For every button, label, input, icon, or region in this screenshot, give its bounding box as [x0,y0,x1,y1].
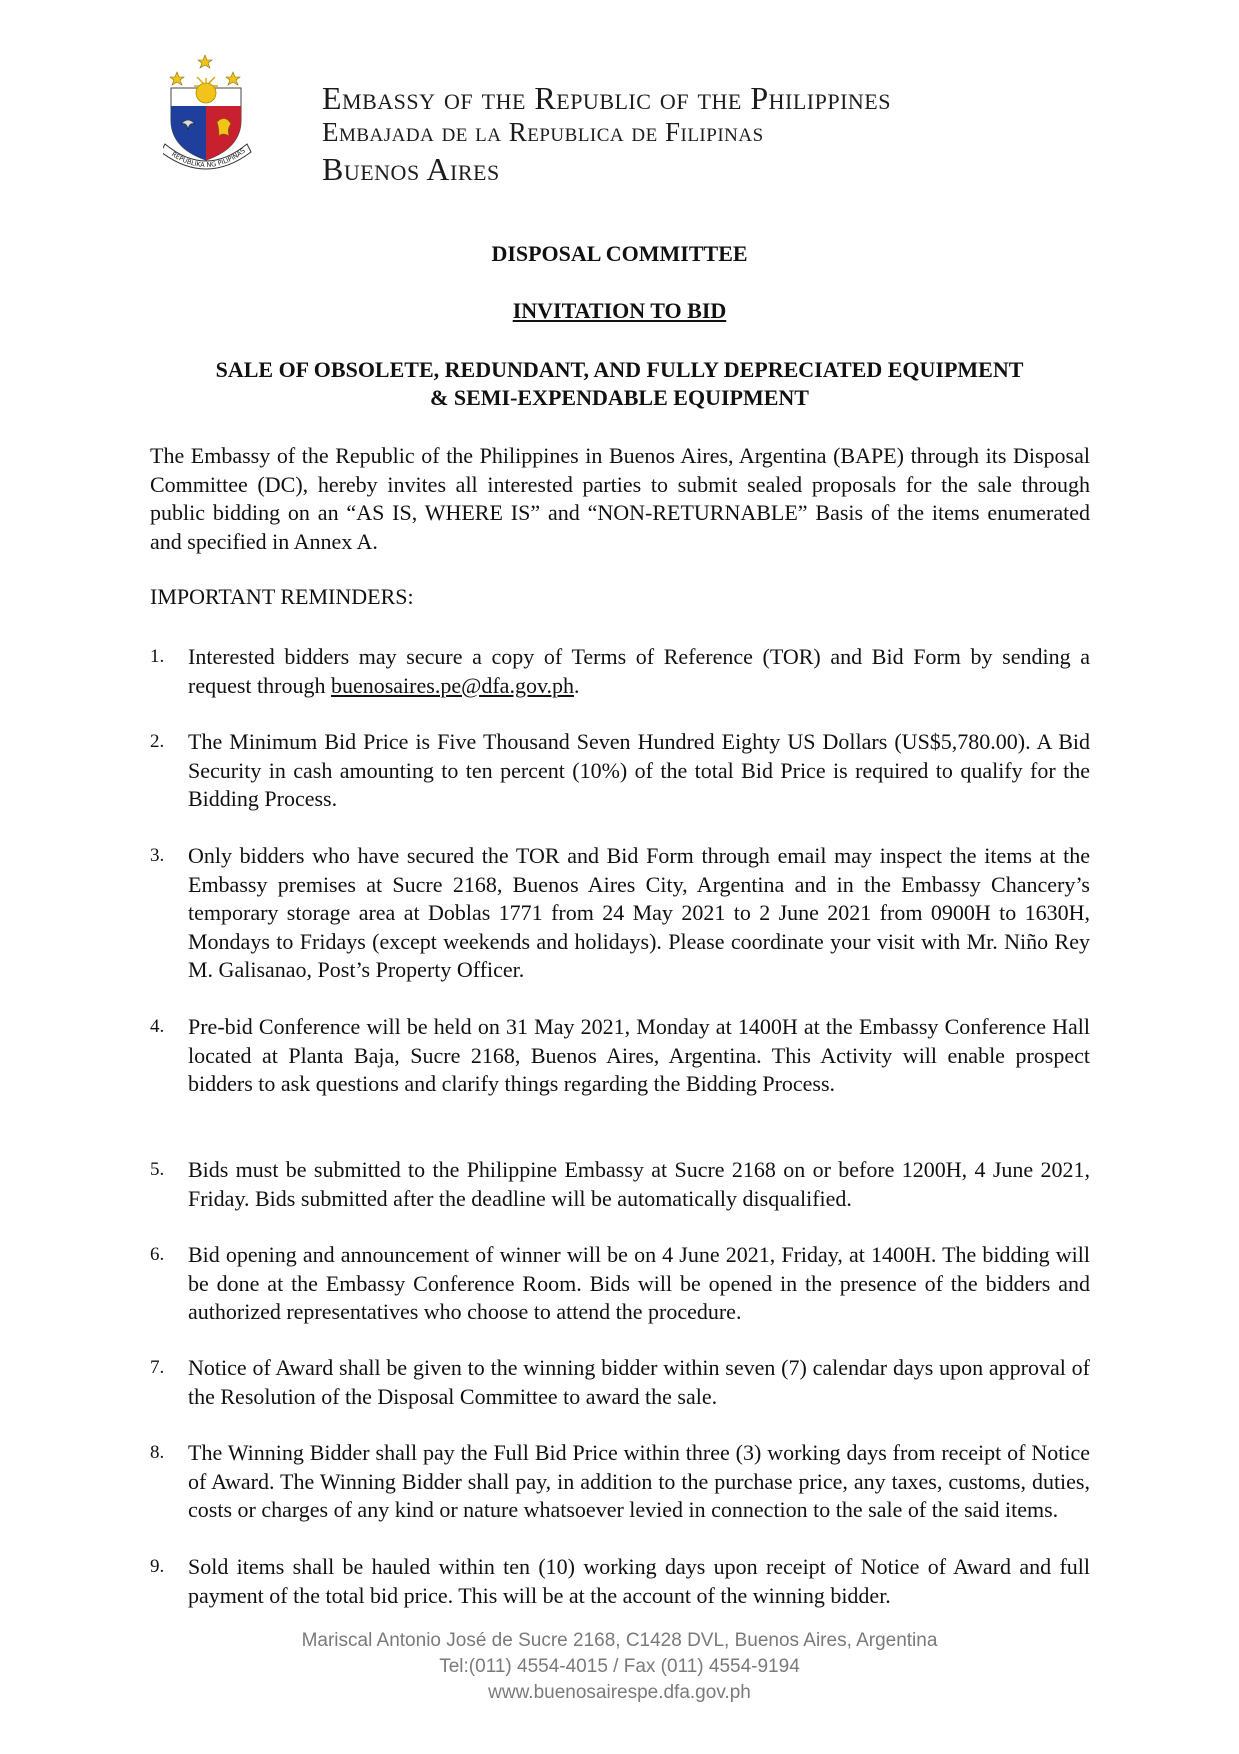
sale-title-line2: & SEMI-EXPENDABLE EQUIPMENT [430,385,809,410]
reminder-number: 9. [150,1556,165,1577]
letterhead [322,80,891,188]
reminder-text: Pre-bid Conference will be held on 31 May 2021, Monday at 1400H at the Embassy Conference Hall located at Planta Baja, Sucre 2168, Buenos Aires, Argentina. This Activity will enable prospect bidders to ask questions and clarify things regarding the Bidding Process. [188,1014,1090,1096]
reminder-number: 3. [150,845,165,866]
email-link[interactable]: buenosaires.pe@dfa.gov.ph [330,672,575,698]
sale-title [0,356,1239,412]
seal-motto-text: REPUBLIKA NG PILIPINAS [170,146,247,170]
footer-website[interactable]: www.buenosairespe.dfa.gov.ph [488,1682,751,1703]
reminder-number: 6. [150,1244,165,1265]
reminder-number: 4. [150,1016,165,1037]
reminder-item-6 [150,1241,1090,1327]
reminder-text: Notice of Award shall be given to the winning bidder within seven (7) calendar days upon approval of the Resolution of the Disposal Committee to award the sale. [188,1355,1090,1409]
reminders-heading: IMPORTANT REMINDERS: [150,584,414,609]
committee-title: DISPOSAL COMMITTEE [491,241,748,266]
embassy-name-english: Embassy of the Republic of the Philippines [322,80,891,116]
reminder-text: The Minimum Bid Price is Five Thousand Seven Hundred Eighty US Dollars (US$5,780.00). A Bid Security in cash amounting to ten percent (10%) of the total Bid Price is required to qualify for the Bidding Process. [188,729,1090,811]
reminder-item-2 [150,728,1090,814]
reminder-number: 5. [150,1159,165,1180]
reminder-text: Interested bidders may secure a copy of Terms of Reference (TOR) and Bid Form by sending a request through buenosaires.pe@dfa.gov.ph. [188,644,1090,698]
reminder-text: Only bidders who have secured the TOR and Bid Form through email may inspect the items at the Embassy premises at Sucre 2168, Buenos Aires City, Argentina and in the Embassy Chancery’s temporary storage area at Doblas 1771 from 24 May 2021 to 2 June 2021 from 0900H to 1630H, Mondays to Fridays (except weekends and holidays). Please coordinate your visit with Mr. Niño Rey M. Galisanao, Post’s Property Officer. [188,843,1090,982]
reminder-text: Bids must be submitted to the Philippine Embassy at Sucre 2168 on or before 1200H, 4 June 2021, Friday. Bids submitted after the deadline will be automatically disqualified. [188,1157,1090,1211]
embassy-name-spanish: Embajada de la Republica de Filipinas [322,117,764,147]
embassy-city: Buenos Aires [322,151,500,187]
reminder-item-3 [150,842,1090,985]
intro-paragraph: The Embassy of the Republic of the Philippines in Buenos Aires, Argentina (BAPE) through its Disposal Committee (DC), hereby invites all interested parties to submit sealed proposals for the sale through public bidding on an “AS IS, WHERE IS” and “NON-RETURNABLE” Basis of the items enumerated and specified in Annex A. [150,443,1090,554]
reminder-item-1 [150,643,1090,700]
reminder-number: 7. [150,1357,165,1378]
philippine-seal-logo [163,48,287,188]
reminder-item-8 [150,1439,1090,1525]
reminder-number: 1. [150,646,165,667]
reminder-item-5 [150,1156,1090,1213]
reminder-text: The Winning Bidder shall pay the Full Bid Price within three (3) working days from receipt of Notice of Award. The Winning Bidder shall pay, in addition to the purchase price, any taxes, customs, duties, costs or charges of any kind or nature whatsoever levied in connection to the sale of the said items. [188,1440,1090,1522]
footer-phone: Tel:(011) 4554-4015 / Fax (011) 4554-9194 [439,1656,800,1677]
sale-title-line1: SALE OF OBSOLETE, REDUNDANT, AND FULLY DEPRECIATED EQUIPMENT [215,357,1024,382]
reminder-item-4 [150,1013,1090,1099]
reminder-text: Sold items shall be hauled within ten (10) working days upon receipt of Notice of Award and full payment of the total bid price. This will be at the account of the winning bidder. [188,1554,1090,1608]
reminder-number: 8. [150,1442,165,1463]
reminder-item-7 [150,1354,1090,1411]
reminder-text: Bid opening and announcement of winner will be on 4 June 2021, Friday, at 1400H. The bidding will be done at the Embassy Conference Room. Bids will be opened in the presence of the bidders and authorized representatives who choose to attend the procedure. [188,1242,1090,1324]
reminder-item-9 [150,1553,1090,1610]
footer [0,1628,1239,1706]
reminder-number: 2. [150,731,165,752]
footer-address: Mariscal Antonio José de Sucre 2168, C1428 DVL, Buenos Aires, Argentina [301,1630,938,1651]
invitation-title: INVITATION TO BID [512,298,727,323]
